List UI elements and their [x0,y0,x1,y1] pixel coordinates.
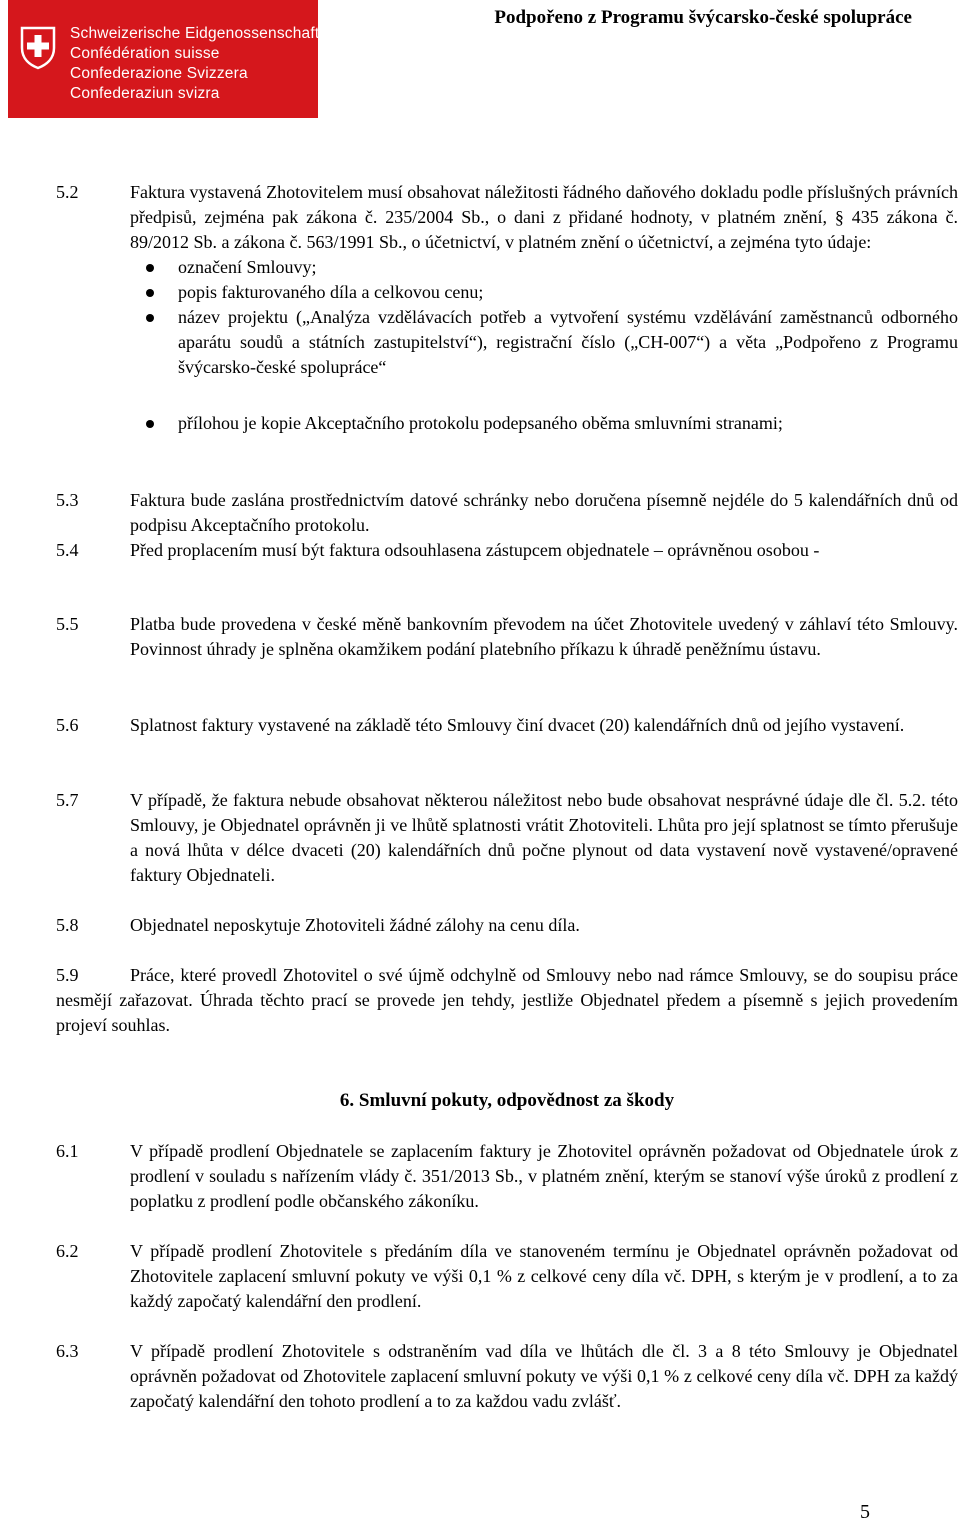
section-number: 5.7 [56,790,79,810]
section-number: 6.3 [56,1341,79,1361]
section-text: Splatnost faktury vystavené na základě této Smlouvy činí dvacet (20) kalendářních dnů od jejího vystavení. [130,715,905,735]
section-text: V případě prodlení Zhotovitele s předáním díla ve stanoveném termínu je Objednatel oprávněn požadovat od Zhotovitele zaplacení smluvní pokuty ve výši 0,1 % z celkové ceny díla vč. DPH, s kterým je v prodlení, a to za každý započatý kalendářní den prodlení. [130,1241,958,1311]
section-5-2 [56,180,958,436]
section-number: 5.5 [56,614,79,634]
header-support-note: Podpořeno z Programu švýcarsko-české spolupráce [494,7,912,28]
section-5-5 [56,612,958,662]
section-text: Práce, které provedl Zhotovitel o své újmě odchylně od Smlouvy nebo nad rámce Smlouvy, se do soupisu práce nesmějí zařazovat. Úhrada těchto prací se provede jen tehdy, jestliže Objednatel předem a písemně s jejich provedením projeví souhlas. [56,965,958,1035]
section-text: V případě prodlení Objednatele se zaplacením faktury je Zhotovitel oprávněn požadovat od Objednatele úrok z prodlení v souladu s nařízením vlády č. 351/2013 Sb., v platném znění, kterým se stanoví výše úroků z prodlení z poplatku z prodlení podle občanského zákoníku. [130,1141,958,1211]
logo-line-it: Confederazione Svizzera [70,65,248,82]
section-text: V případě prodlení Zhotovitele s odstraněním vad díla ve lhůtách dle čl. 3 a 8 této Smlouvy je Objednatel oprávněn požadovat od Zhotovitele zaplacení smluvní pokuty ve výši 0,1 % z celkové ceny díla vč. DPH za každý započatý kalendářní den tohoto prodlení a to za každou vadu zvlášť. [130,1341,958,1411]
section-6-2 [56,1239,958,1314]
logo-line-de: Schweizerische Eidgenossenschaft [70,25,320,42]
bullet-icon [146,420,154,428]
section-number: 6.2 [56,1241,79,1261]
section-5-4 [56,538,958,563]
bullet-icon [146,314,154,322]
section-number: 5.4 [56,540,79,560]
logo-text [70,24,319,104]
logo-line-fr: Confédération suisse [70,45,220,62]
section-number: 6.1 [56,1141,79,1161]
section-number: 5.3 [56,490,79,510]
section-5-8 [56,913,958,938]
section-text: Faktura bude zaslána prostřednictvím datové schránky nebo doručena písemně nejdéle do 5 kalendářních dnů od podpisu Akceptačního protokolu. [130,490,958,535]
page-number: 5 [860,1501,870,1523]
list-item: označení Smlouvy; [130,255,958,280]
section-number: 5.6 [56,715,79,735]
section-text: Platba bude provedena v české měně bankovním převodem na účet Zhotovitele uvedený v záhlaví této Smlouvy. Povinnost úhrady je splněna okamžikem podání platebního příkazu k úhradě peněžnímu ústavu. [130,614,958,659]
swiss-confederation-logo [8,0,318,118]
section-text: Před proplacením musí být faktura odsouhlasena zástupcem objednatele – oprávněnou osobou - [130,540,820,560]
section-text: Faktura vystavená Zhotovitelem musí obsahovat náležitosti řádného daňového dokladu podle příslušných právních předpisů, zejména pak zákona č. 235/2004 Sb., o dani z přidané hodnoty, v platném znění, § 435 zákona č. 89/2012 Sb. a zákona č. 563/1991 Sb., o účetnictví, v platném znění o účetnictví, a zejména tyto údaje: [130,182,958,252]
list-item: přílohou je kopie Akceptačního protokolu podepsaného oběma smluvními stranami; [130,411,958,436]
section-5-7 [56,788,958,888]
section-6-heading: 6. Smluvní pokuty, odpovědnost za škody [339,1090,675,1111]
section-5-3 [56,488,958,538]
list-item: název projektu („Analýza vzdělávacích potřeb a vytvoření systému vzdělávání zaměstnanců odborného aparátu soudů a státních zastupitelství“), registrační číslo („CH-007“) a věta „Podpořeno z Programu švýcarsko-české spolupráce“ [130,305,958,380]
section-6-3 [56,1339,958,1414]
bullet-icon [146,264,154,272]
section-text: Objednatel neposkytuje Zhotoviteli žádné zálohy na cenu díla. [130,915,580,935]
section-5-6 [56,713,958,738]
section-number: 5.2 [56,182,79,202]
logo-line-rm: Confederaziun svizra [70,85,220,102]
swiss-cross-shield-icon [20,26,56,70]
section-number: 5.9 [56,965,79,985]
section-6-1 [56,1139,958,1214]
bullet-icon [146,289,154,297]
invoice-requirements-list [130,255,958,436]
section-5-9 [56,963,958,1038]
section-number: 5.8 [56,915,79,935]
section-text: V případě, že faktura nebude obsahovat některou náležitost nebo bude obsahovat nesprávné údaje dle čl. 5.2. této Smlouvy, je Objednatel oprávněn ji ve lhůtě splatnosti vrátit Zhotoviteli. Lhůta pro její splatnost se tímto přerušuje a nová lhůta v délce dvaceti (20) kalendářních dnů počne plynout od data vystavení nově vystavené/opravené faktury Objednateli. [130,790,958,885]
list-item: popis fakturovaného díla a celkovou cenu; [130,280,958,305]
